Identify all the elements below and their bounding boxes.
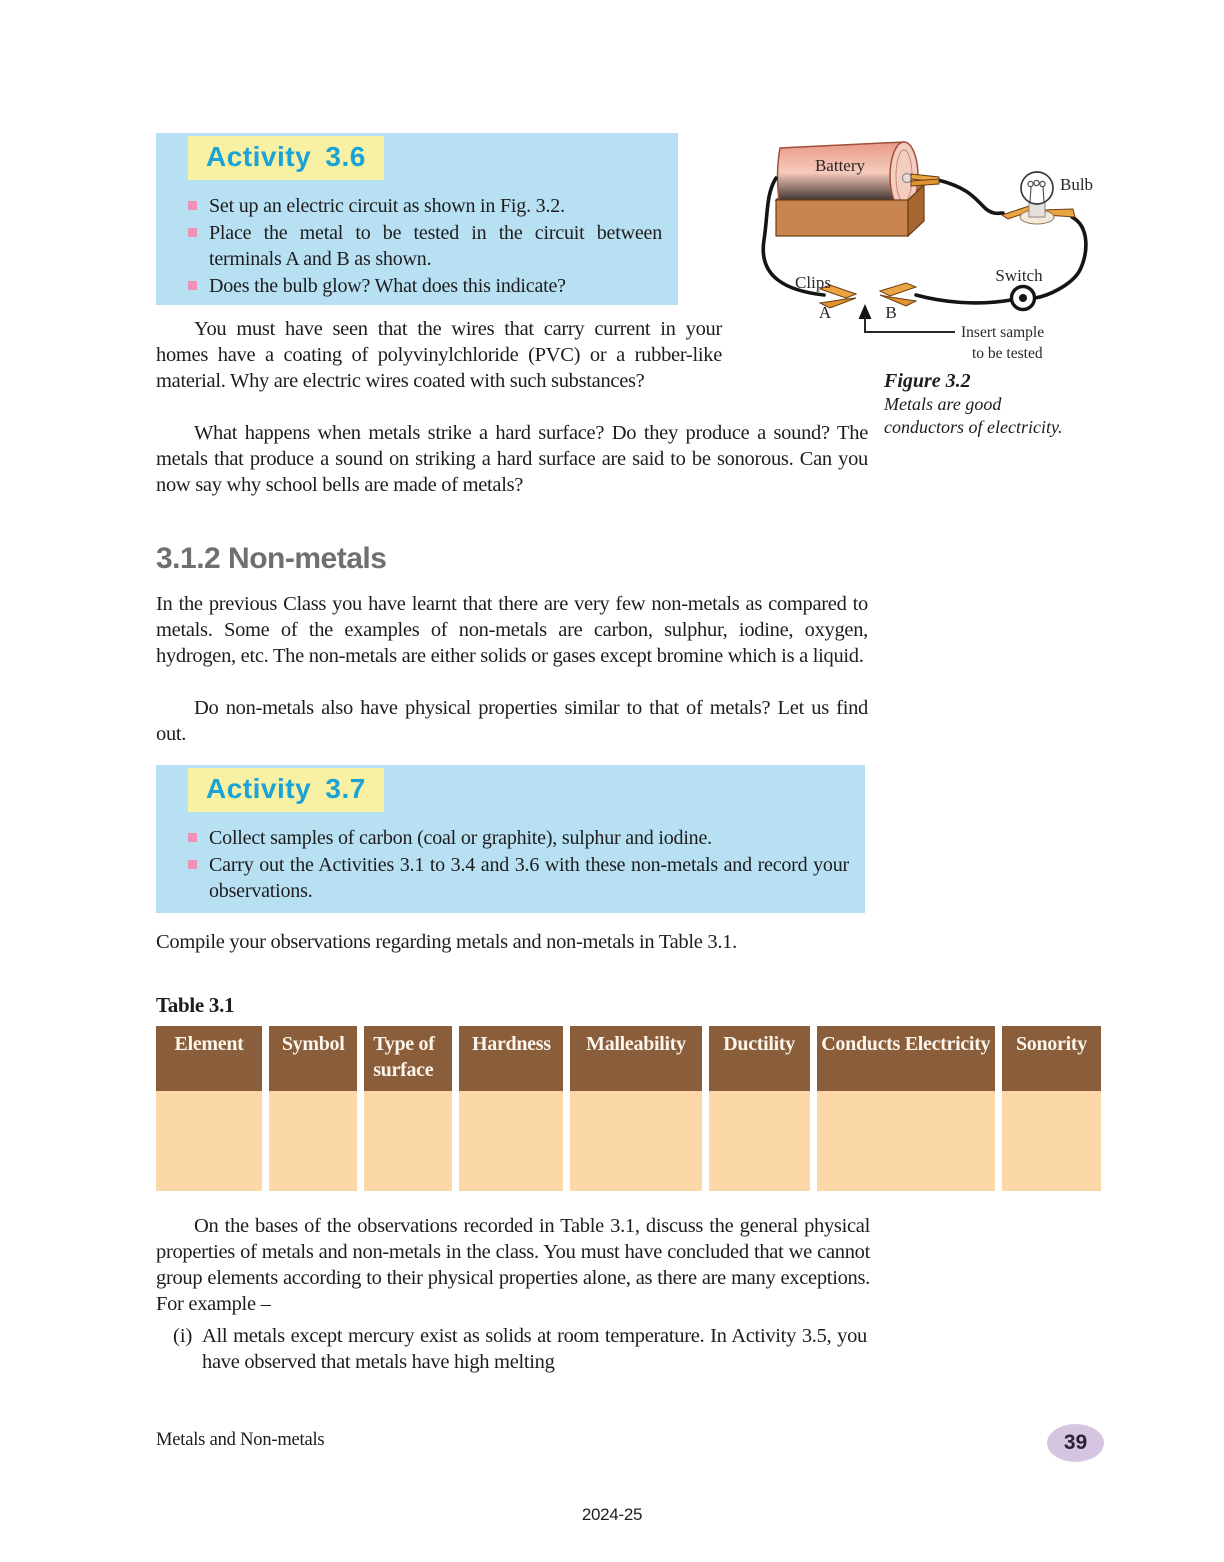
square-bullet-icon [188, 201, 197, 210]
battery-label: Battery [814, 156, 866, 175]
table-title: Table 3.1 [156, 993, 235, 1017]
clips-label: Clips [795, 273, 831, 292]
terminal-a-label: A [818, 303, 832, 322]
table-cell-empty [364, 1091, 452, 1191]
list-marker: (i) [173, 1325, 193, 1347]
figure-caption [884, 370, 1134, 439]
paragraph-discuss: On the bases of the observations recorded in Table 3.1, discuss the general physical properties of metals and non-metals in the class. You must have concluded that we cannot group elements according to their physical properties alone, as there are many exceptions. For example – [156, 1215, 870, 1315]
list-item [188, 273, 662, 299]
table-header-type-of-surface: Type of surface [364, 1026, 452, 1091]
edition-year: 2024-25 [581, 1505, 643, 1524]
section-heading-non-metals: 3.1.2 Non-metals [156, 542, 387, 575]
running-footer-chapter-title: Metals and Non-metals [156, 1430, 325, 1450]
table-header-conducts-electricity: Conducts Electricity [817, 1026, 995, 1091]
table-header-hardness: Hardness [459, 1026, 563, 1091]
bullet-text: Collect samples of carbon (coal or graphite), sulphur and iodine. [209, 827, 712, 849]
table-cell-empty [1002, 1091, 1101, 1191]
table-cell-empty [570, 1091, 701, 1191]
table-header-ductility: Ductility [709, 1026, 810, 1091]
bullet-text: Place the metal to be tested in the circuit between terminals A and B as shown. [209, 222, 662, 270]
square-bullet-icon [188, 860, 197, 869]
switch-label: Switch [995, 266, 1043, 285]
circuit-diagram-figure [718, 118, 1128, 370]
list-item-text: All metals except mercury exist as solids at room temperature. In Activity 3.5, you have observed that metals have high melting [202, 1325, 867, 1373]
bulb-icon [1002, 172, 1093, 224]
figure-caption-line1: Metals are good [884, 394, 1002, 414]
activity-3-6-title-chip [188, 136, 384, 180]
observations-table [156, 1026, 1101, 1191]
paragraph-nonmetals: In the previous Class you have learnt that there are very few non-metals as compared to metals. Some of the examples of non-metals are carbon, sulphur, iodine, oxygen, hydrogen, etc. The non-metals are either solids or gases except bromine which is a liquid. [156, 593, 868, 667]
paragraph-question: Do non-metals also have physical properties similar to that of metals? Let us find out. [156, 697, 868, 745]
paragraph-sonorous: What happens when metals strike a hard surface? Do they produce a sound? The metals that produce a sound on striking a hard surface are said to be sonorous. Can you now say why school bells are made of metals? [156, 422, 868, 496]
insert-note-line2: to be tested [972, 345, 1043, 362]
list-item [188, 852, 849, 904]
bullet-text: Set up an electric circuit as shown in Fig. 3.2. [209, 195, 565, 217]
bulb-label: Bulb [1060, 175, 1094, 194]
activity-3-7-bullets [188, 825, 849, 905]
table-header-sonority: Sonority [1002, 1026, 1101, 1091]
activity-3-6-box [156, 133, 678, 305]
paragraph-compile: Compile your observations regarding metals and non-metals in Table 3.1. [156, 931, 737, 953]
activity-3-6-title: Activity 3.6 [206, 141, 366, 172]
bullet-text: Carry out the Activities 3.1 to 3.4 and 3.6 with these non-metals and record your observations. [209, 854, 849, 902]
activity-3-7-title: Activity 3.7 [206, 773, 366, 804]
table-cell-empty [156, 1091, 262, 1191]
table-header-malleability: Malleability [570, 1026, 701, 1091]
square-bullet-icon [188, 228, 197, 237]
insert-sample-arrow [859, 304, 956, 332]
table-cell-empty [709, 1091, 810, 1191]
activity-3-7-title-chip [188, 768, 384, 812]
figure-caption-line2: conductors of electricity. [884, 417, 1063, 437]
list-item [188, 193, 662, 219]
table-cell-empty [269, 1091, 357, 1191]
activity-3-7-box [156, 765, 865, 913]
terminal-b-label: B [885, 303, 897, 322]
numbered-list-item-i [173, 1323, 867, 1375]
square-bullet-icon [188, 281, 197, 290]
table-cell-empty [817, 1091, 995, 1191]
table-header-symbol: Symbol [269, 1026, 357, 1091]
paragraph-wires: You must have seen that the wires that carry current in your homes have a coating of polyvinylchloride (PVC) or a rubber-like material. Why are electric wires coated with such substances? [156, 318, 722, 392]
insert-note-line1: Insert sample [961, 324, 1045, 341]
figure-number: Figure 3.2 [884, 370, 971, 392]
table-cell-empty [459, 1091, 563, 1191]
table-header-element: Element [156, 1026, 262, 1091]
square-bullet-icon [188, 833, 197, 842]
activity-3-6-bullets [188, 193, 662, 300]
page-number-badge: 39 [1047, 1424, 1104, 1462]
list-item [188, 825, 849, 851]
bullet-text: Does the bulb glow? What does this indicate? [209, 275, 566, 297]
battery-tray-front [776, 200, 908, 236]
list-item [188, 220, 662, 272]
